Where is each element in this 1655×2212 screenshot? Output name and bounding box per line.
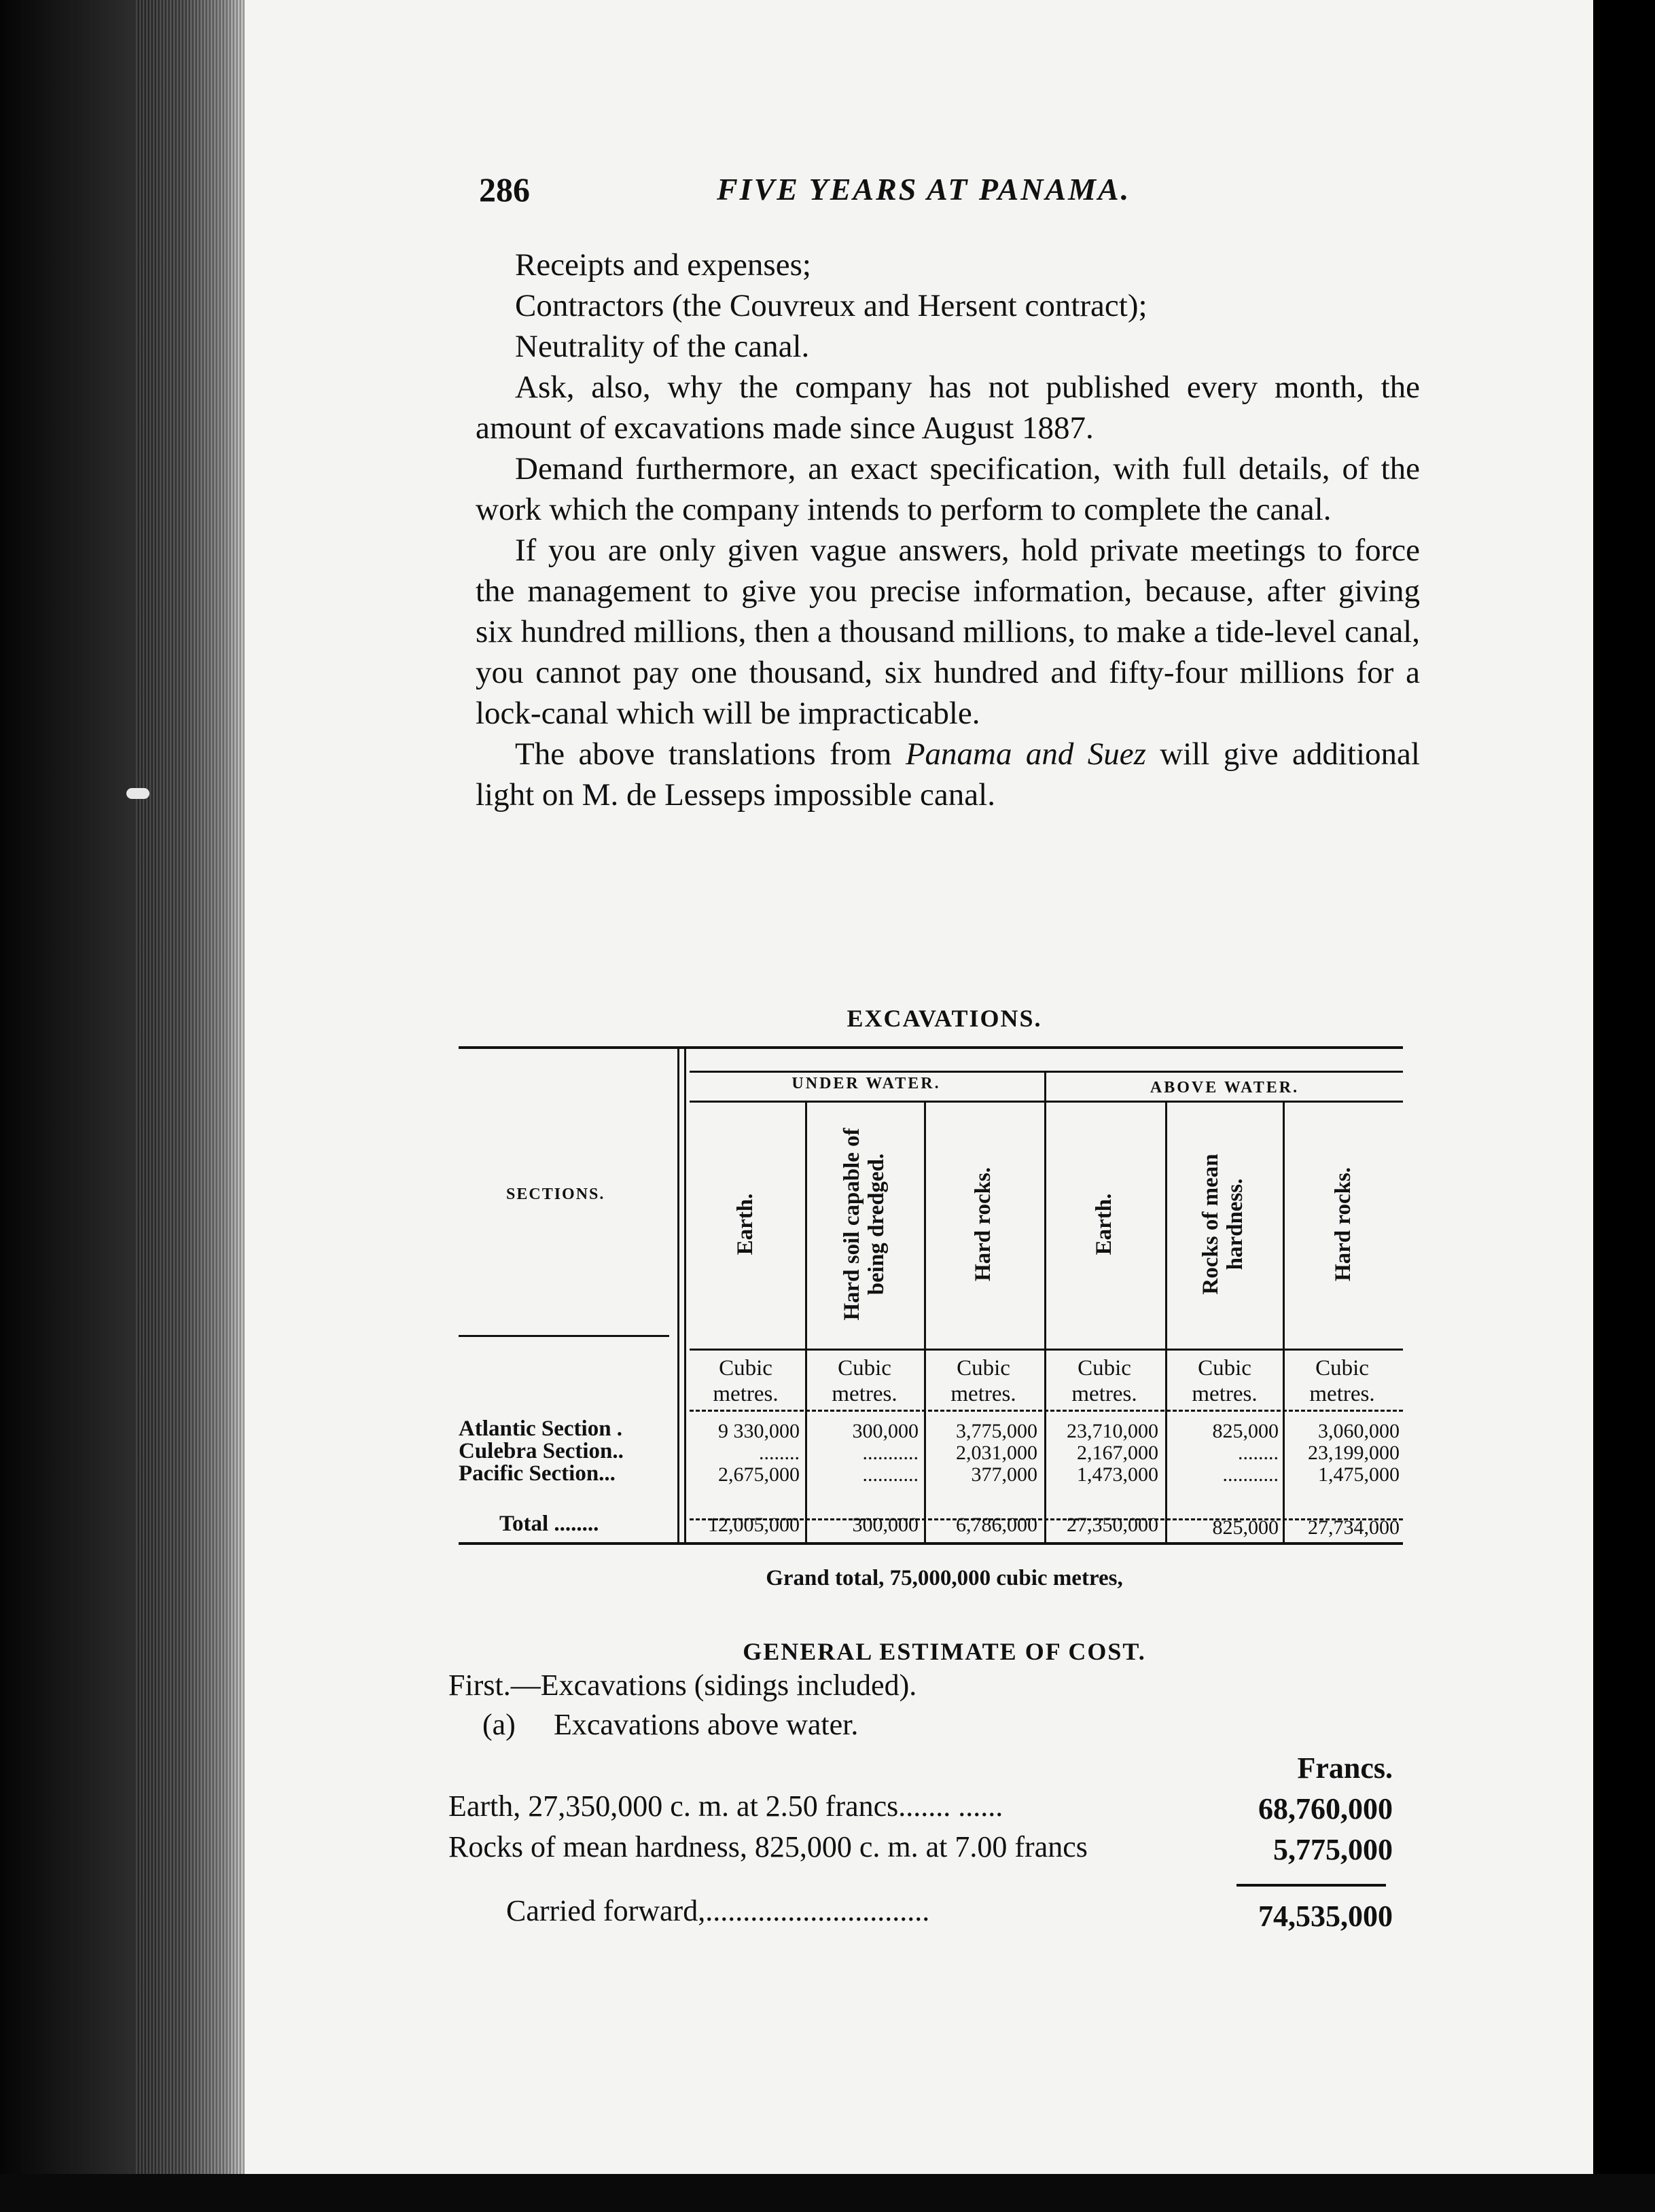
carried-forward-label: Carried forward,..............................	[506, 1894, 930, 1927]
table-cell: 3,775,000	[956, 1420, 1037, 1442]
unit-label: Cubic metres.	[713, 1356, 779, 1406]
unit-label: Cubic metres.	[1309, 1356, 1375, 1406]
excavations-table	[459, 1046, 1403, 1563]
total-cell: 6,786,000	[956, 1514, 1037, 1536]
body-text	[476, 245, 1420, 815]
table-cell: 1,473,000	[1077, 1463, 1158, 1486]
estimate-item-label: Earth, 27,350,000 c. m. at 2.50 francs....... ......	[448, 1789, 1003, 1823]
book-title-italic: Panama and Suez	[905, 736, 1146, 772]
table-cell: ........	[1238, 1442, 1279, 1464]
table-cell: 9 330,000	[718, 1420, 800, 1442]
paragraph: Ask, also, why the company has not published every month, the amount of excavations made since August 1887.	[476, 370, 1420, 446]
unit-label: Cubic metres.	[1071, 1356, 1137, 1406]
table-cell: 2,167,000	[1077, 1442, 1158, 1464]
page-edges	[136, 0, 245, 2212]
closing-text-end: will give additional light on M. de Lesseps impossible canal.	[476, 736, 1420, 813]
total-cell: 300,000	[852, 1514, 919, 1536]
sub-a-heading: Excavations above water.	[554, 1708, 859, 1741]
running-header	[479, 170, 1430, 217]
total-cell: 12,005,000	[708, 1514, 800, 1536]
paragraph: If you are only given vague answers, hold private meetings to force the management to give you precise information, because, after giving six hundred millions, then a thousand millions, to make a tide-level canal, you cannot pay one thousand, six hundred and fifty-four millions for a lock-canal which will be impracticable.	[476, 533, 1420, 731]
table-cell: 23,710,000	[1067, 1420, 1158, 1442]
vrule	[924, 1101, 926, 1542]
header-bottom-rule	[690, 1349, 1403, 1351]
table-bottom-rule	[459, 1542, 1403, 1545]
group-underline	[690, 1101, 1403, 1103]
sum-rule	[1236, 1884, 1386, 1887]
col-header: Rocks of mean hardness.	[1198, 1154, 1247, 1295]
estimate-item-label: Rocks of mean hardness, 825,000 c. m. at 7.00 francs	[448, 1830, 1088, 1863]
sub-a-marker: (a)	[482, 1708, 516, 1741]
total-cell: 27,350,000	[1067, 1514, 1158, 1536]
row-label: Atlantic Section .	[459, 1416, 623, 1441]
table-cell: ...........	[1222, 1463, 1279, 1486]
list-item: Neutrality of the canal.	[515, 329, 810, 364]
running-title: FIVE YEARS AT PANAMA.	[717, 172, 1131, 207]
table-top-rule	[459, 1046, 1403, 1049]
table-cell: 3,060,000	[1318, 1420, 1400, 1442]
vrule	[684, 1046, 686, 1542]
table-cell: 1,475,000	[1318, 1463, 1400, 1486]
units-rule	[690, 1410, 1403, 1412]
col-header: Earth.	[733, 1193, 758, 1255]
estimate-first-heading: First.—Excavations (sidings included).	[448, 1669, 917, 1702]
unit-label: Cubic metres.	[1192, 1356, 1258, 1406]
total-cell: 825,000	[1212, 1516, 1279, 1539]
table-cell: 2,675,000	[718, 1463, 800, 1486]
row-label: Pacific Section...	[459, 1461, 616, 1486]
unit-label: Cubic metres.	[832, 1356, 897, 1406]
right-margin-shadow	[1593, 0, 1655, 2212]
row-label: Culebra Section..	[459, 1439, 624, 1463]
vrule	[1044, 1071, 1046, 1542]
vrule	[1165, 1101, 1167, 1542]
carried-forward-amount: 74,535,000	[1258, 1899, 1393, 1933]
paragraph: Demand furthermore, an exact specification, with full details, of the work which the company intends to perform to complete the canal.	[476, 451, 1420, 527]
group-rule	[690, 1071, 1403, 1073]
estimate-item-amount: 5,775,000	[1273, 1833, 1393, 1866]
total-label: Total ........	[499, 1512, 599, 1536]
vrule	[805, 1101, 807, 1542]
currency-label: Francs.	[1297, 1751, 1393, 1785]
estimate-title: GENERAL ESTIMATE OF COST.	[743, 1638, 1146, 1665]
table-cell: 23,199,000	[1308, 1442, 1400, 1464]
table-cell: 2,031,000	[956, 1442, 1037, 1464]
sections-rule	[459, 1335, 669, 1337]
col-header: Hard rocks.	[1331, 1166, 1355, 1282]
table-cell: ...........	[862, 1463, 919, 1486]
list-item: Contractors (the Couvreux and Hersent contract);	[515, 288, 1147, 323]
page-number: 286	[479, 171, 530, 209]
unit-label: Cubic metres.	[950, 1356, 1016, 1406]
vrule	[1283, 1101, 1285, 1542]
total-cell: 27,734,000	[1308, 1516, 1400, 1539]
group-under-water: UNDER WATER.	[791, 1075, 941, 1092]
estimate-item-amount: 68,760,000	[1258, 1792, 1393, 1825]
table-cell: 825,000	[1212, 1420, 1279, 1442]
col-header: Hard rocks.	[971, 1166, 995, 1282]
col-header: Earth.	[1092, 1193, 1116, 1255]
table-cell: 377,000	[971, 1463, 1037, 1486]
table-cell: ...........	[862, 1442, 919, 1464]
vrule	[677, 1046, 679, 1542]
page-marker	[126, 788, 149, 799]
group-above-water: ABOVE WATER.	[1150, 1079, 1300, 1096]
grand-total: Grand total, 75,000,000 cubic metres,	[766, 1566, 1123, 1590]
table-cell: 300,000	[852, 1420, 919, 1442]
col-header: Hard soil capable of being dredged.	[840, 1128, 889, 1321]
bottom-margin-shadow	[0, 2174, 1655, 2212]
table-cell: ........	[759, 1442, 800, 1464]
closing-paragraph	[476, 734, 1420, 815]
excavations-title: EXCAVATIONS.	[847, 1005, 1042, 1032]
closing-text-start: The above translations from	[515, 736, 906, 772]
list-item: Receipts and expenses;	[515, 247, 811, 283]
sections-label: SECTIONS.	[506, 1185, 605, 1203]
